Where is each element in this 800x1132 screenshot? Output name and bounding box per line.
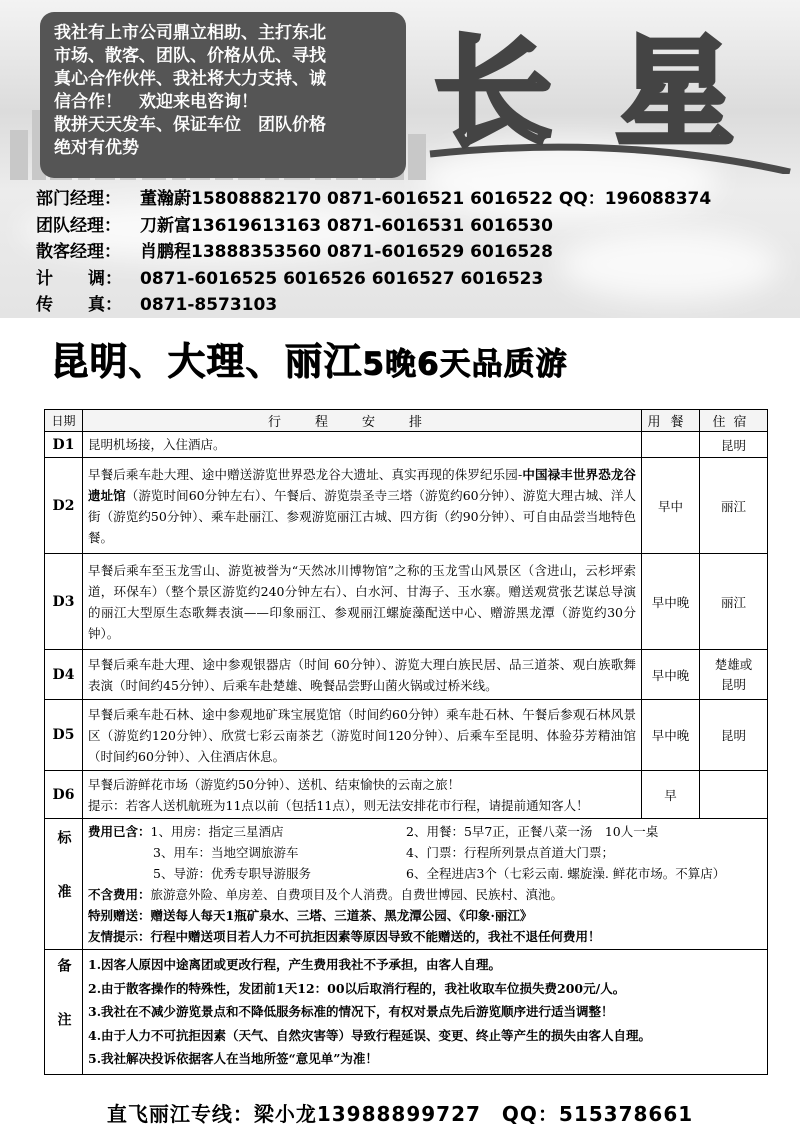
notes-label (45, 950, 83, 1075)
brand-char-1: 长 (434, 24, 553, 162)
contact-label: 团队经理： (36, 215, 121, 236)
included-item: 5、导游：优秀专职导游服务 (153, 866, 311, 881)
itinerary-cell: 昆明机场接，入住酒店。 (83, 432, 642, 458)
promo-line: 真心合作伙伴、我社将大力支持、诚 (54, 69, 326, 89)
promo-line: 信合作！ 欢迎来电咨询！ (54, 92, 258, 112)
notes-row (45, 950, 768, 1075)
contact-label: 部门经理： (36, 189, 121, 209)
itinerary-highlight: 中国禄丰世界恐龙谷遗址馆 (88, 466, 636, 503)
standards-cell (83, 819, 768, 950)
contact-row (36, 213, 711, 240)
contact-row (36, 266, 711, 293)
contact-label-a: 传 (36, 295, 53, 315)
standards-label (45, 819, 83, 950)
itinerary-cell: 早餐后乘车至玉龙雪山、游览被誉为“天然冰川博物馆”之称的玉龙雪山风景区（含进山，云杉坪索道，环保车）（整个景区游览约240分钟左右）、白水河、甘海子、玉水寨。赠送观赏张艺谋总导演的丽江大型原生态歌舞表演——印象丽江、参观丽江螺旋藻配送中心、赠游黑龙潭（游览约30分钟）。 (83, 554, 642, 650)
day-cell: D4 (45, 650, 83, 700)
contact-value: 董瀚蔚15808882170 0871-6016521 6016522 QQ：196088374 (140, 189, 712, 209)
gift-line (88, 905, 762, 926)
tip-line (88, 926, 762, 947)
notes-cell (83, 950, 768, 1075)
tip-label: 友情提示： (88, 929, 151, 944)
contact-label (36, 266, 122, 293)
contact-value: 刀新富13619613163 0871-6016531 6016530 (140, 215, 553, 236)
itinerary-tip: 提示：若客人送机航班为11点以前（包括11点），则无法安排花市行程，请提前通知客人！ (88, 797, 589, 813)
note-item: 5.我社解决投诉依据客人在当地所签“意见单”为准！ (88, 1051, 378, 1066)
promo-line: 市场、散客、团队、价格从优、寻找 (54, 46, 326, 66)
promo-line: 绝对有优势 (54, 138, 139, 158)
page-title (50, 330, 770, 385)
day-cell: D5 (45, 700, 83, 771)
promo-box (40, 12, 406, 178)
table-row (45, 700, 768, 771)
itinerary-cell: 早餐后乘车赴石林、途中参观地矿珠宝展览馆（时间约60分钟）乘车赴石林、午餐后参观石林风景区（游览约120分钟）、欣赏七彩云南茶艺（游览时间120分钟）、后乘车至昆明、体验芬芳精油馆（时间约60分钟）、入住酒店休息。 (83, 700, 642, 771)
col-header-itinerary: 行程安排 (83, 410, 642, 432)
header-banner (0, 0, 800, 318)
table-row (45, 650, 768, 700)
note-item: 3.我社在不减少游览景点和不降低服务标准的情况下，有权对景点先后游览顺序进行适当调整！ (88, 1004, 614, 1019)
day-cell: D2 (45, 458, 83, 554)
itinerary-text: 早餐后乘车赴大理、途中赠送游览世界恐龙谷大遗址、真实再现的侏罗纪乐园- (88, 466, 523, 482)
standards-label-text: 标准 (55, 830, 72, 938)
meal-cell (642, 432, 700, 458)
day-cell: D6 (45, 771, 83, 819)
contact-value: 0871-8573103 (140, 295, 278, 315)
excluded-label: 不含费用： (88, 887, 151, 902)
included-item: 6、全程进店3个（七彩云南. 螺旋澡. 鲜花市场。不算店） (406, 866, 726, 881)
included-line (88, 821, 762, 842)
included-label: 费用已含： (88, 824, 151, 839)
table-header-row (45, 410, 768, 432)
excluded-line (88, 884, 762, 905)
itinerary-text: （游览时间60分钟左右）、午餐后、游览崇圣寺三塔（游览约60分钟）、游览大理古城、洋人街（游览约50分钟）、乘车赴丽江、参观游览丽江古城、四方街（约90分钟）、可自由品尝当地特色餐。 (88, 487, 636, 545)
gift-text: 赠送每人每天1瓶矿泉水、三塔、三道茶、黑龙潭公园、《印象·丽江》 (150, 908, 533, 923)
stay-cell: 丽江 (700, 554, 768, 650)
title-tail: 5晚6天品质游 (362, 346, 568, 382)
gift-label: 特别赠送： (88, 908, 151, 923)
meal-cell: 早中晚 (642, 554, 700, 650)
included-line (88, 863, 762, 884)
itinerary-cell (83, 458, 642, 554)
table-row (45, 554, 768, 650)
contact-label-b: 调： (88, 268, 122, 289)
brand-logo (420, 14, 800, 174)
col-header-day: 日期 (45, 410, 83, 432)
stay-cell: 昆明 (700, 432, 768, 458)
included-line (88, 842, 762, 863)
note-item: 1.因客人原因中途离团或更改行程，产生费用我社不予承担，由客人自理。 (88, 957, 502, 972)
standards-row (45, 819, 768, 950)
included-item: 4、门票：行程所列景点首道大门票； (406, 845, 614, 860)
title-main: 昆明、大理、丽江 (50, 339, 363, 383)
note-item: 4.由于人力不可抗拒因素（天气、自然灾害等）导致行程延误、变更、终止等产生的损失由客人自理。 (88, 1027, 652, 1043)
contact-value: 肖鹏程13888353560 0871-6016529 6016528 (140, 242, 553, 262)
contact-label-b: 真： (88, 295, 122, 315)
included-item: 1、用房：指定三星酒店 (150, 824, 284, 839)
stay-cell: 丽江 (700, 458, 768, 554)
day-cell: D3 (45, 554, 83, 650)
stay-cell (700, 771, 768, 819)
footer-hotline: 直飞丽江专线：梁小龙13988899727 QQ：515378661 (106, 1102, 694, 1126)
excluded-text: 旅游意外险、单房差、自费项目及个人消费。自费世博园、民族村、滇池。 (150, 887, 564, 902)
meal-cell: 早中晚 (642, 700, 700, 771)
promo-line: 散拼天天发车、保证车位 团队价格 (54, 115, 326, 135)
table-row (45, 432, 768, 458)
stay-cell: 楚雄或昆明 (700, 650, 768, 700)
included-item: 2、用餐：5早7正，正餐八菜一汤 10人一桌 (406, 824, 659, 839)
col-header-meal: 用餐 (642, 410, 700, 432)
contact-row (36, 292, 711, 318)
notes-label-text: 备注 (55, 957, 72, 1066)
brand-char-2: 星 (616, 24, 735, 162)
meal-cell: 早中 (642, 458, 700, 554)
contact-list (36, 186, 711, 318)
contact-label (36, 292, 122, 318)
contact-label-a: 计 (36, 268, 53, 289)
promo-line: 我社有上市公司鼎立相助、主打东北 (54, 23, 326, 43)
itinerary-cell: 早餐后乘车赴大理、途中参观银器店（时间 60分钟）、游览大理白族民居、品三道茶、观白族歌舞表演（时间约45分钟）、后乘车赴楚雄、晚餐品尝野山菌火锅或过桥米线。 (83, 650, 642, 700)
itinerary-text: 早餐后游鲜花市场（游览约50分钟）、送机、结束愉快的云南之旅！ (88, 776, 461, 792)
contact-row (36, 239, 711, 266)
stay-cell: 昆明 (700, 700, 768, 771)
itinerary-cell (83, 771, 642, 819)
contact-row (36, 186, 711, 213)
contact-label: 散客经理： (36, 242, 121, 262)
contact-value: 0871-6016525 6016526 6016527 6016523 (140, 268, 544, 289)
itinerary-table (44, 409, 768, 1075)
note-item: 2.由于散客操作的特殊性，发团前1天12：00以后取消行程的，我社收取车位损失费200元/人。 (88, 980, 626, 996)
included-item: 3、用车：当地空调旅游车 (153, 845, 299, 860)
table-row (45, 771, 768, 819)
day-cell: D1 (45, 432, 83, 458)
meal-cell: 早 (642, 771, 700, 819)
meal-cell: 早中晚 (642, 650, 700, 700)
table-row (45, 458, 768, 554)
tip-text: 行程中赠送项目若人力不可抗拒因素等原因导致不能赠送的，我社不退任何费用！ (150, 929, 601, 944)
col-header-stay: 住宿 (700, 410, 768, 432)
